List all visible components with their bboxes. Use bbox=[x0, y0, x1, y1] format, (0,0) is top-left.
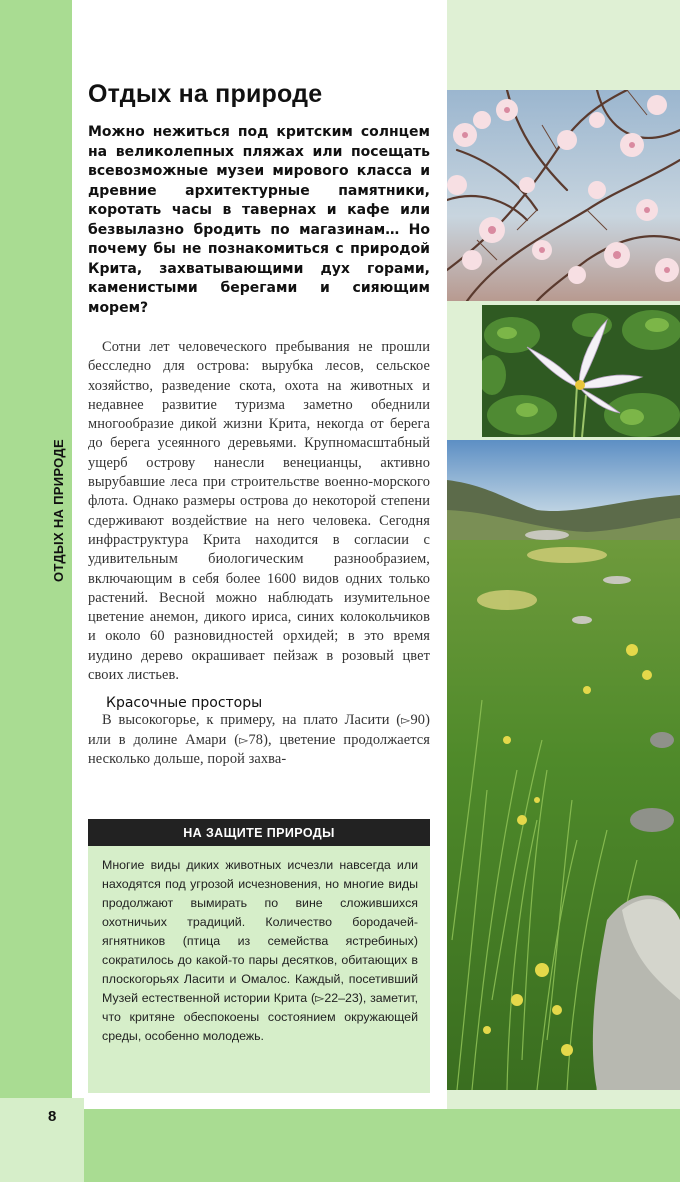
bottom-color-band bbox=[72, 1109, 680, 1182]
section-label-text: ОТДЫХ НА ПРИРОДЕ bbox=[50, 438, 66, 582]
page-ref-link[interactable]: 90 bbox=[410, 712, 426, 729]
blossom-photo bbox=[447, 90, 680, 301]
subheading: Красочные просторы bbox=[106, 695, 263, 712]
section-side-label bbox=[44, 430, 72, 590]
sidebar-box-text: Многие виды диких животных исчезли навсегда или находятся под угрозой исчезновения, но многие виды продолжают вымирать по вине сложившихся охотничьих традиций. Количество бородачей-ягнятников (птица из семейства ястребиных) сократилось до какой-то пары десятков, обитающих в плоскогорьях Ласити и Омалос. Каждый, посетивший Музей естественной истории Крита (▻22–23), заметит, что критяне обеспокоены состоянием окружающей среды, особенно молодежь. bbox=[102, 858, 419, 1043]
sidebar-box bbox=[88, 846, 430, 1093]
page-ref-arrow-icon: ▻ bbox=[239, 732, 249, 747]
body-paragraph: Сотни лет человеческого пребывания не прошли бесследно для острова: вырубка лесов, сельское хозяйство, разведение скота, охота на животных и недавнее развитие туризма заметно обеднили многообразие дикой жизни Крита, некогда от берега до берега усеянного деревьями. Крупномасштабный ущерб острову нанесли венецианцы, активно вырубавшие леса при строительстве военно-морского флота. Однако размеры острова до некоторой степени сдерживают воздействие на него человека. Сегодня инфраструктура Крита находится в согласии с удивительным биологическим разнообразием, включающим в себя более 1600 видов одних только растений. Весной можно наблюдать изумительное цветение анемон, дикого ириса, синих колокольчиков и около 60 разновидностей орхидей; в это время иудино дерево окрашивает пейзаж в розовый цвет своих листьев. bbox=[88, 339, 430, 684]
sidebar-box-title: НА ЗАЩИТЕ ПРИРОДЫ bbox=[88, 819, 430, 846]
sub-paragraph: В высокогорье, к примеру, на плато Ласити (▻90) или в долине Амари (▻78), цветение продолжается несколько дольше, порой захва- bbox=[88, 712, 430, 767]
page-ref-arrow-icon: ▻ bbox=[315, 991, 325, 1005]
page-ref-link[interactable]: 22–23 bbox=[324, 991, 359, 1005]
page-title: Отдых на природе bbox=[88, 80, 323, 108]
meadow-photo bbox=[447, 440, 680, 1090]
page-ref-link[interactable]: 78 bbox=[248, 731, 264, 748]
page-number: 8 bbox=[48, 1108, 57, 1125]
page-number-box bbox=[0, 1098, 84, 1182]
lead-paragraph: Можно нежиться под критским солнцем на великолепных пляжах или посещать всевозможные музеи мирового класса и древние архитектурные памятники, коротать часы в тавернах и кафе или безвылазно бродить по магазинам… Но почему бы не познакомиться с природой Крита, захватывающими дух горами, каменистыми берегами и сияющим морем? bbox=[88, 124, 430, 316]
page-ref-arrow-icon: ▻ bbox=[401, 713, 411, 728]
crocus-photo bbox=[482, 305, 680, 437]
main-content bbox=[88, 80, 430, 769]
left-color-strip bbox=[0, 0, 72, 1182]
